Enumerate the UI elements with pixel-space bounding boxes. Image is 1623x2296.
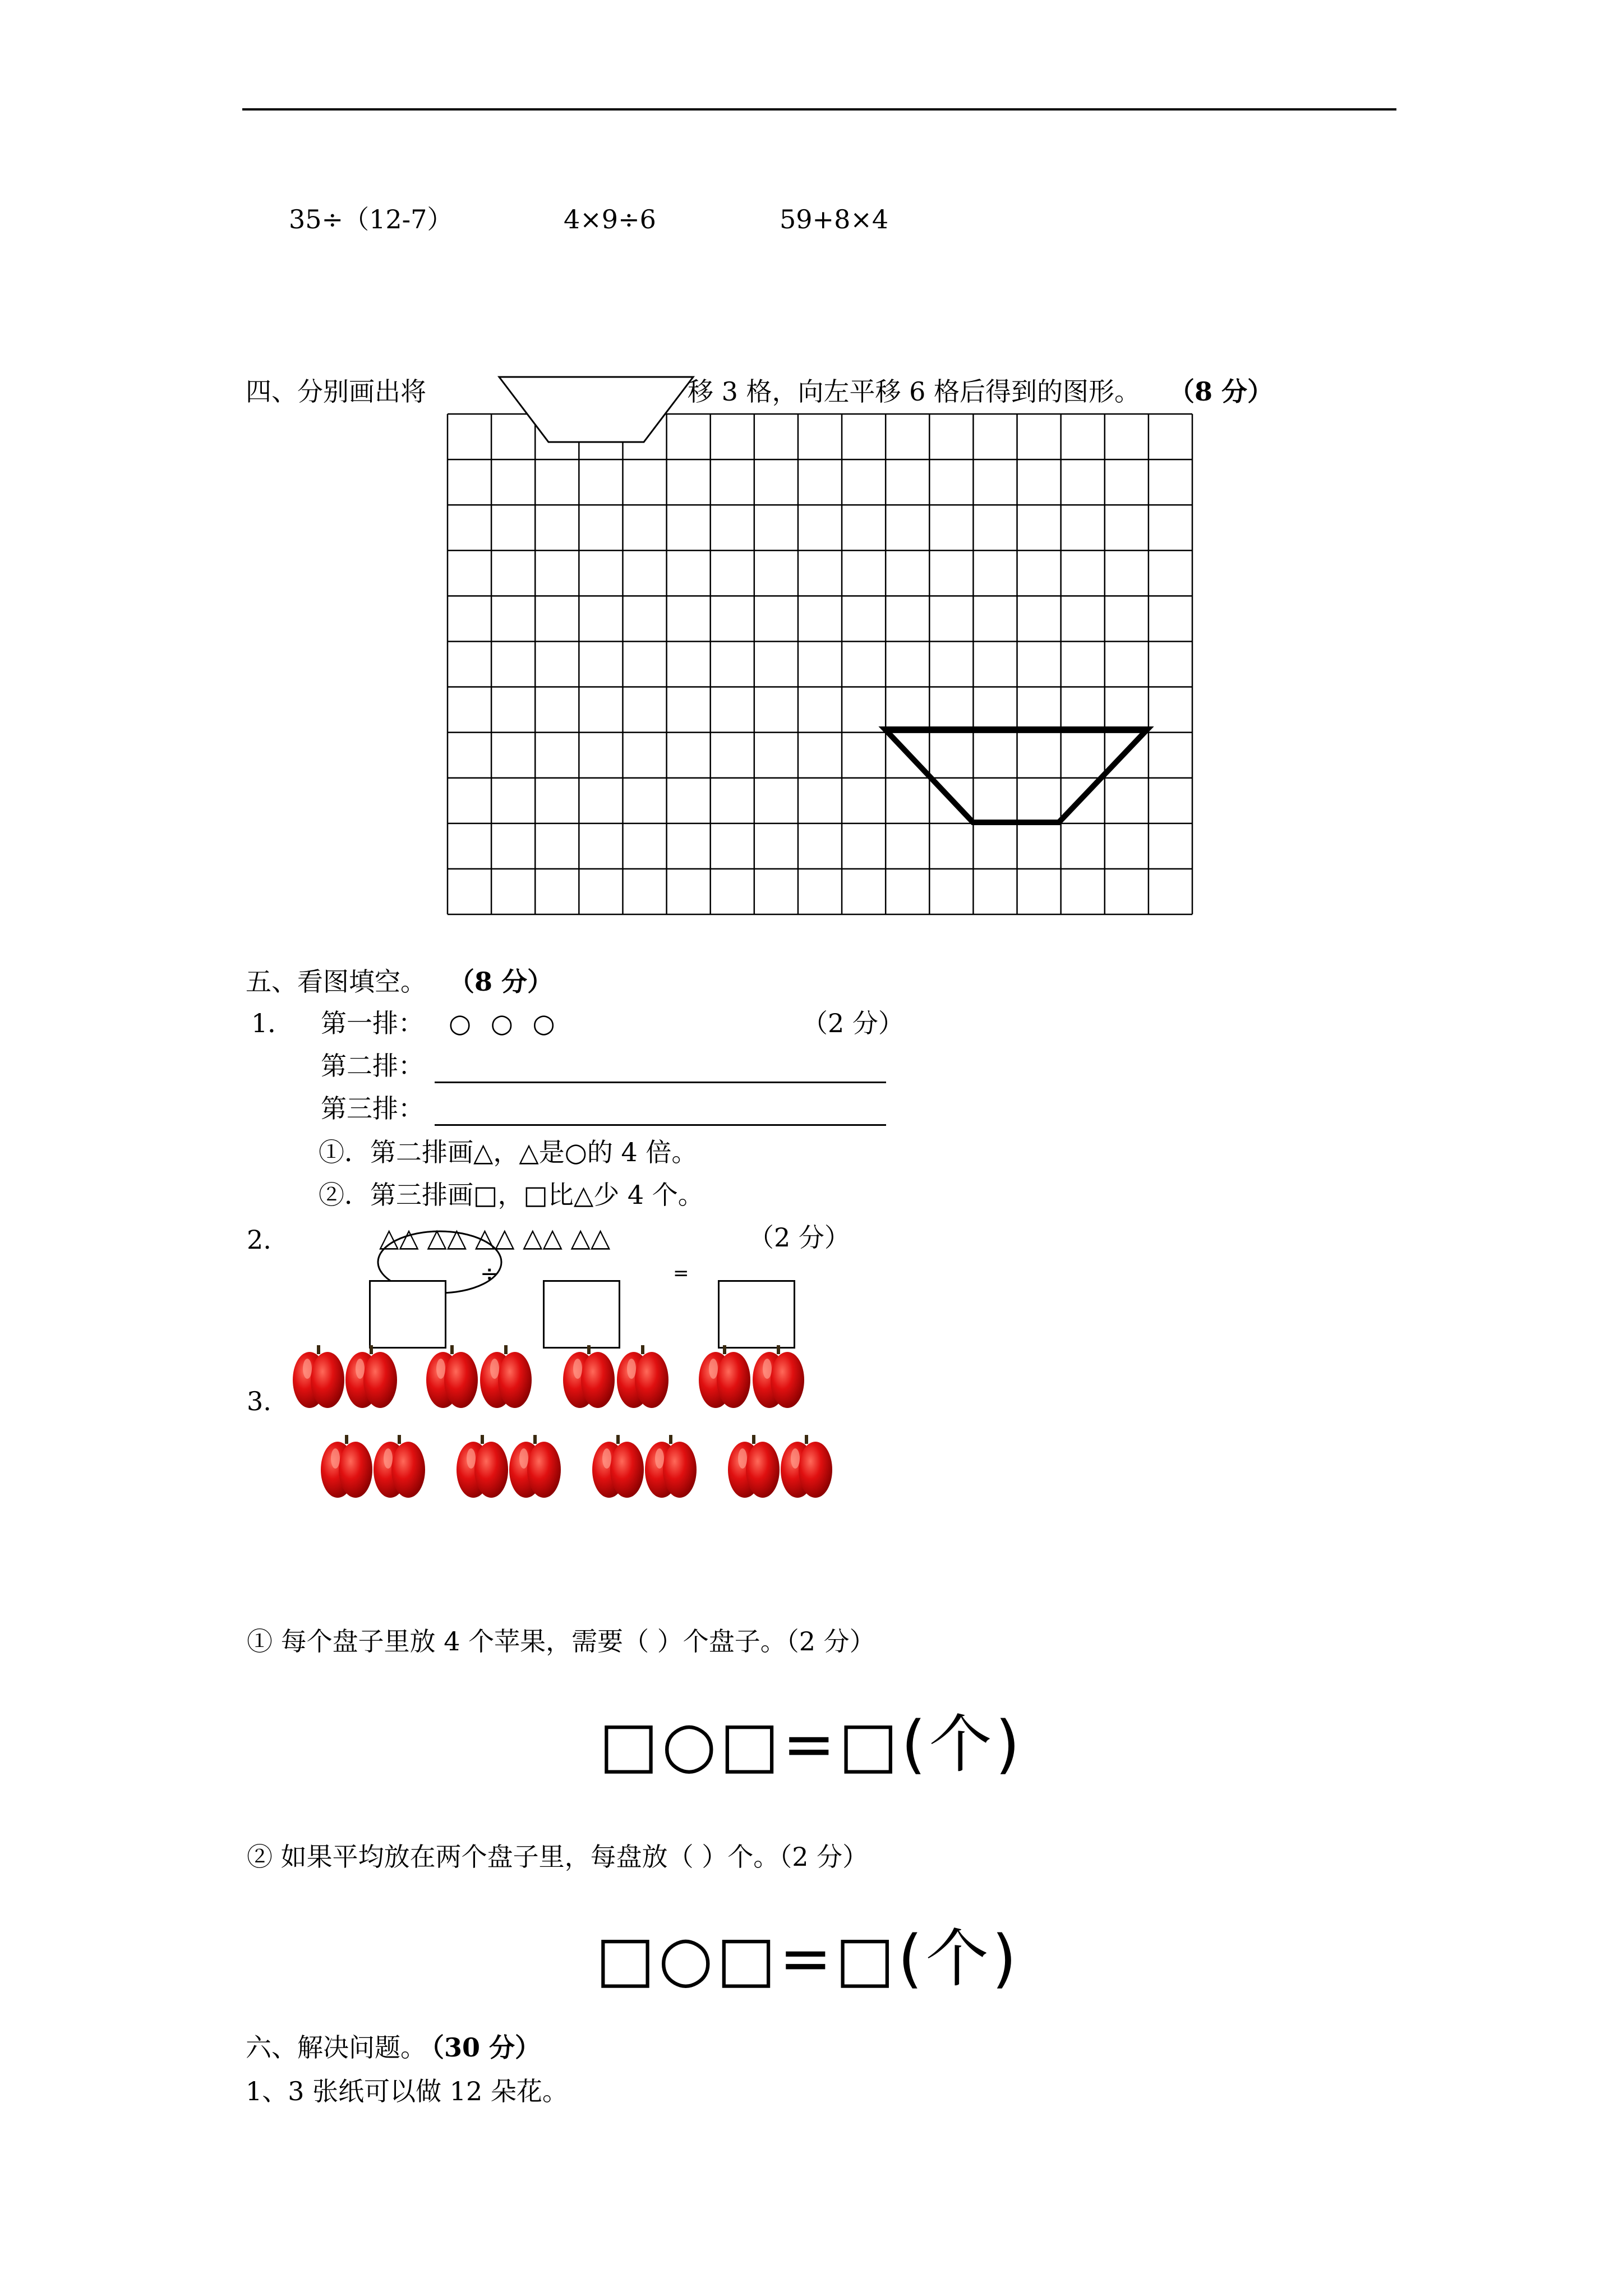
apple-icon: [617, 1345, 668, 1408]
q3-number: 3.: [247, 1386, 271, 1416]
apples-picture: [0, 1335, 1623, 1503]
apple-icon: [480, 1345, 532, 1408]
grid-lines: [448, 414, 1192, 914]
apple-icon: [374, 1435, 425, 1498]
apple-icon: [753, 1345, 804, 1408]
expression-3: 59+8×4: [780, 204, 889, 234]
hint-1: ①．第二排画△，△是○的 4 倍。: [319, 1137, 698, 1167]
section5-title: 五、看图填空。: [246, 967, 426, 997]
row1-circles: ○ ○ ○: [449, 1008, 561, 1038]
apple-icon: [728, 1435, 780, 1498]
q2-triangles: △△ △△ △△ △△ △△: [379, 1222, 611, 1253]
q1-number: 1．: [251, 1008, 294, 1038]
section6-q1: 1、3 张纸可以做 12 朵花。: [246, 2076, 568, 2106]
q2-number: 2.: [247, 1225, 271, 1255]
row2-answer-line[interactable]: [435, 1082, 886, 1083]
apple-icon: [645, 1435, 697, 1498]
apple-icon: [509, 1435, 561, 1498]
q3-formula-2: □○□=□(个): [596, 1922, 1020, 1995]
grid-trapezoid: [885, 729, 1147, 822]
q2-divide-sign: ÷: [480, 1261, 499, 1287]
hint-2: ②．第三排画□，□比△少 4 个。: [319, 1180, 704, 1210]
row1-points: （2 分）: [802, 1008, 904, 1038]
q3-sub2: ② 如果平均放在两个盘子里，每盘放（ ）个。（2 分）: [247, 1842, 869, 1872]
row3-label: 第三排：: [321, 1093, 424, 1124]
row1-label: 第一排：: [321, 1008, 424, 1038]
expression-2: 4×9÷6: [564, 204, 656, 234]
section4-prefix: 四、分别画出将: [246, 376, 426, 407]
q3-formula-1: □○□=□(个): [599, 1708, 1023, 1781]
apple-icon: [426, 1345, 478, 1408]
apple-icon: [781, 1435, 832, 1498]
section4-points: （8 分）: [1169, 376, 1274, 407]
section4-suffix: 移 3 格，向左平移 6 格后得到的图形。: [688, 376, 1141, 407]
apple-icon: [345, 1345, 397, 1408]
section6-title: 六、解决问题。: [246, 2032, 426, 2063]
section6-points: （30 分）: [418, 2032, 541, 2063]
q3-sub1: ① 每个盘子里放 4 个苹果，需要（ ）个盘子。（2 分）: [247, 1626, 875, 1657]
q2-points: （2 分）: [748, 1222, 850, 1253]
translation-grid: [0, 0, 1623, 954]
apple-icon: [563, 1345, 615, 1408]
apple-icon: [321, 1435, 372, 1498]
apple-icon: [592, 1435, 644, 1498]
row2-label: 第二排：: [321, 1051, 424, 1081]
apple-icon: [699, 1345, 750, 1408]
q2-equals-sign: =: [673, 1262, 689, 1285]
apple-icon: [457, 1435, 508, 1498]
apple-icon: [293, 1345, 344, 1408]
section5-points: （8 分）: [449, 967, 554, 997]
expression-1: 35÷（12-7）: [289, 204, 453, 234]
row3-answer-line[interactable]: [435, 1124, 886, 1126]
example-trapezoid: [499, 377, 693, 442]
